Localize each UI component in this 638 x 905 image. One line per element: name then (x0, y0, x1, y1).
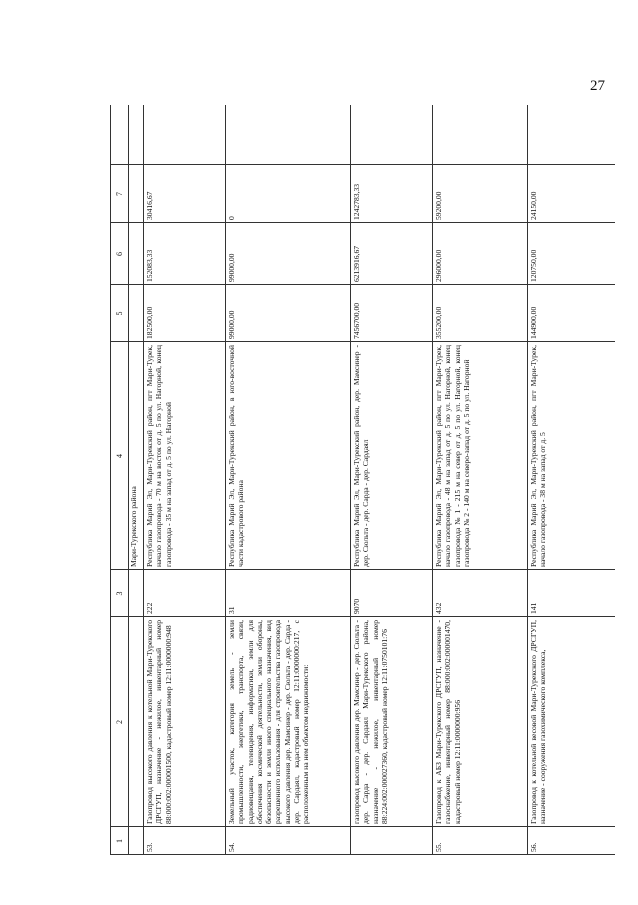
header-cell: 7 (115, 192, 124, 196)
cell-address: Мари-Турекского района (129, 486, 138, 567)
header-cell: 1 (115, 839, 124, 843)
cell-address: Республика Марий Эл, Мари-Турекский район, дер. Мамсинер - дер. Сюльта - дер. Сарда - дер. Сардаял (352, 345, 371, 567)
cell-number: 55. (434, 842, 443, 852)
cell-address: Республика Марий Эл, Мари-Турекский район, в юго-восточной части кадастрового района (227, 345, 246, 567)
cell-length: 432 (434, 602, 443, 614)
page-number: 27 (590, 78, 605, 94)
table-row (127, 105, 144, 855)
cell-value-5: 182500,00 (145, 306, 154, 339)
cell-description: Газопровод высокого давления к котельной Мари-Турекского ДРСГУП, назначение - нежилое, инвентарный номер 88:000:002:000001500, кадастровый номер 12:11:0000000:948 (145, 620, 173, 824)
cell-address: Республика Марий Эл, Мари-Турекский район, пгт Мари-Турек, начало газопровода - 48 м на запад от д. 5 по ул. Нагорной, конец газопровода № 1 - 215 м на север от д. 5 по ул. Нагорной, конец газопровода № 2 - 140 м на северо-запад от д. 5 по ул. Нагорной (434, 345, 471, 567)
cell-number: 54. (227, 842, 236, 852)
header-cell: 5 (115, 311, 124, 316)
table-row (143, 105, 226, 855)
cell-value-7: 24150,00 (529, 191, 538, 220)
cell-description: Газопровод к котельной весовой Мари-Турекского ДРСГУП, назначение - сооружения газохимического комплекса, (529, 620, 548, 824)
cell-value-5: 99000,00 (227, 310, 236, 339)
cell-number: 56. (529, 842, 538, 852)
cell-value-7: 30416,67 (145, 191, 154, 220)
cell-value-6: 296000,00 (434, 249, 443, 282)
cell-length: 222 (145, 602, 154, 614)
cell-value-6: 99000,00 (227, 253, 236, 282)
cell-value-7: 59200,00 (434, 191, 443, 220)
table-row (225, 105, 351, 855)
header-cell: 3 (115, 591, 124, 596)
cell-value-6: 6213916,67 (352, 245, 361, 282)
cell-value-6: 120750,00 (529, 249, 538, 282)
cell-length: 9070 (352, 598, 361, 614)
cell-value-7: 1242783,33 (352, 183, 361, 220)
cell-description: Газопровод к АБЗ Мари-Турекского ДРСГУП, назначение - газоснабжение, инвентарный номер 88:000:002:000001470, кадастровый номер 12:11:0000000:956 (434, 620, 462, 824)
header-cell: 4 (115, 454, 124, 458)
table-row (350, 105, 433, 855)
table-row (527, 105, 615, 855)
cell-value-6: 152083,33 (145, 249, 154, 282)
cell-length: 141 (529, 602, 538, 614)
cell-address: Республика Марий Эл, Мари-Турекский район, пгт Мари-Турек, начало газопровода - 70 м на восток от д. 5 по ул. Нагорной, конец газопровода - 35 м на запад от д. 5 по ул. Нагорной (145, 345, 173, 567)
header-cell: 2 (115, 720, 124, 724)
cell-number: 53. (145, 842, 154, 852)
table-row (432, 105, 528, 855)
cell-value-5: 355200,00 (434, 306, 443, 339)
cell-value-7: 0 (227, 216, 236, 220)
cell-description: Земельный участок, категория земель - земли промышленности, энергетики, транспорта, связи, радиовещания, телевидения, информатики, земли для обеспечения космической деятельности, земли обороны, безопасности и земли иного специального назначения, вид разрешенного использования - для строительства газопровода высокого давления дер. Мамсинер - дер. Сюльта - дер. Сарда - дер. Сардаял, кадастровый номер 12:11:0000000:217, с расположенным на нем объектом недвижимости: (227, 620, 311, 824)
cell-number (350, 827, 432, 855)
header-cell: 6 (115, 252, 124, 256)
cell-description: газопровод высокого давления дер. Мамсинер - дер. Сюльта - дер. Сарда - дер. Сардаял Мари-Турекского района, назначение - нежилое, инвентарный номер 88:224:002:000027360, кадастровый номер 12:11:0750101:76 (352, 620, 389, 824)
rotated-table (110, 105, 615, 855)
cell-value-5: 144900,00 (529, 306, 538, 339)
cell-address: Республика Марий Эл, Мари-Турекский район, пгт Мари-Турек, начало газопровода - 38 м на запад от д. 5 (529, 345, 548, 567)
cell-value-5: 7456700,00 (352, 302, 361, 339)
cell-length: 31 (227, 606, 236, 614)
